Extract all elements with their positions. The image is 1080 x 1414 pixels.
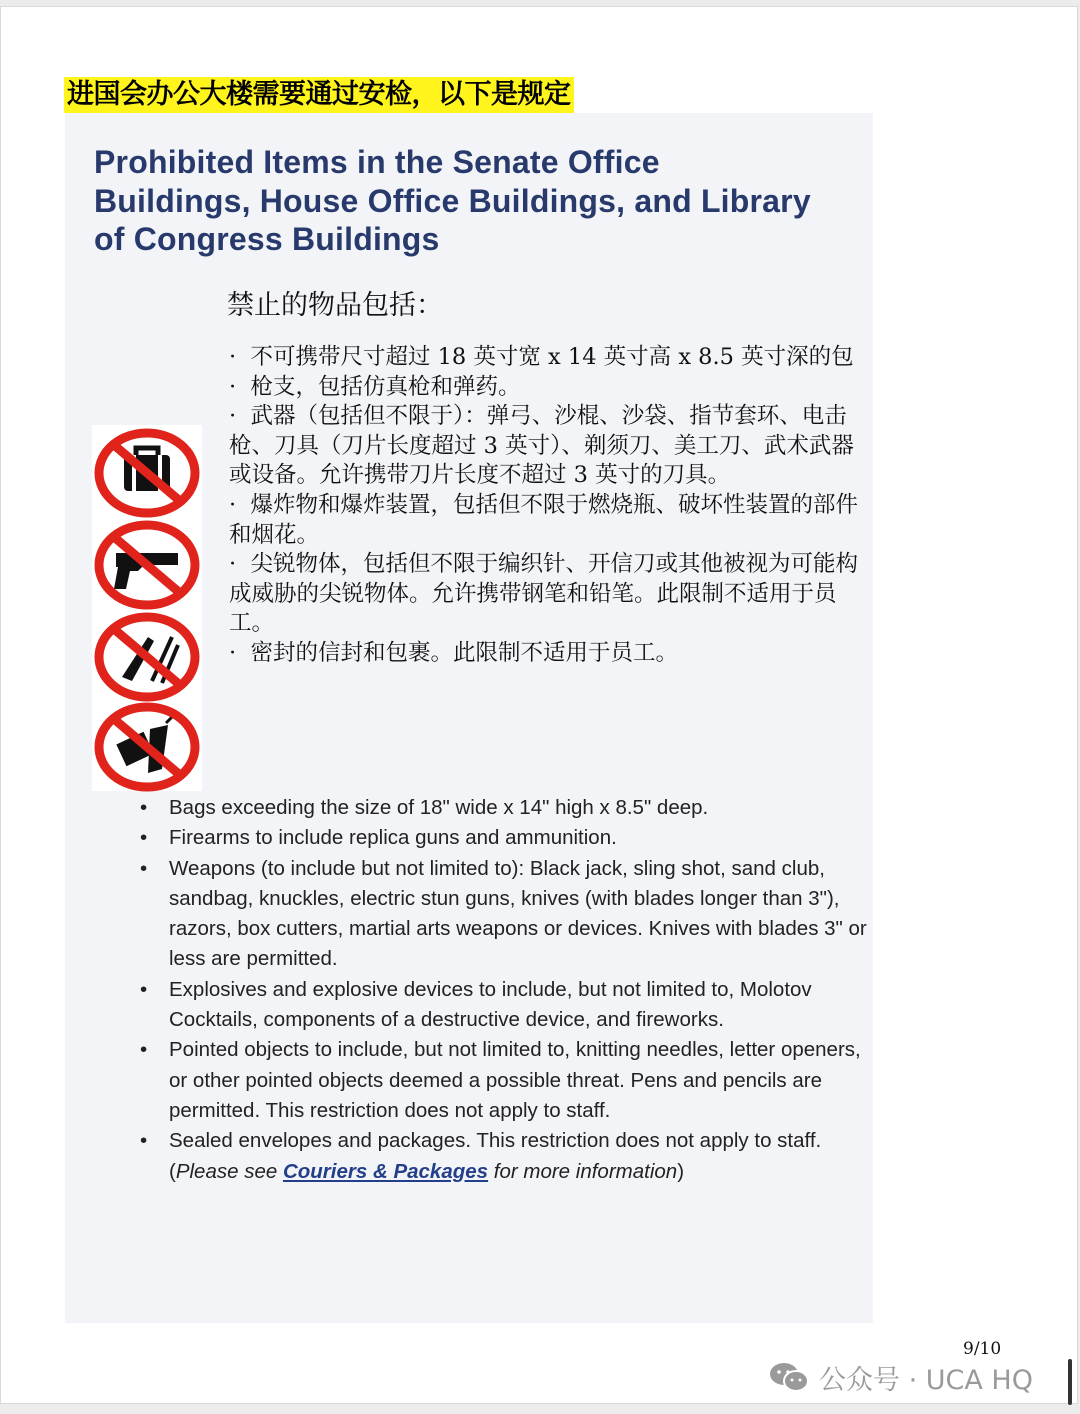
en-list-item: • Firearms to include replica guns and ammunition.: [169, 823, 869, 853]
no-guns-icon: [92, 519, 202, 611]
note-close: ): [677, 1159, 685, 1183]
en-list-item: • Weapons (to include but not limited to): Black jack, sling shot, sand club, sandbag, knuckles, electric stun guns, knives (with blades longer than 3"), razors, box cutters, martial arts weapons or devices. Knives with blades 3" or less are permitted.: [169, 854, 869, 975]
wechat-icon: [769, 1360, 809, 1394]
document-page: [0, 6, 1078, 1404]
note-suffix: for more information: [488, 1159, 678, 1183]
highlighted-heading: 进国会办公大楼需要通过安检，以下是规定: [64, 77, 574, 113]
cn-subtitle: 禁止的物品包括：: [227, 290, 443, 321]
note-prefix: Please see: [175, 1159, 283, 1183]
cn-list-item: · 武器（包括但不限于）：弹弓、沙棍、沙袋、指节套环、电击枪、刀具（刀片长度超过 3 英寸）、剃须刀、美工刀、武术武器或设备。允许携带刀片长度不超过 3 英寸的刀具。: [229, 402, 869, 491]
document-title: Prohibited Items in the Senate Office Buildings, House Office Buildings, and Library of Congress Buildings: [94, 144, 811, 257]
scrollbar[interactable]: [1068, 1359, 1072, 1405]
no-bags-icon: [92, 427, 202, 519]
en-list-item: • Bags exceeding the size of 18" wide x 14" high x 8.5" deep.: [169, 793, 869, 823]
en-prohibited-list: [131, 793, 869, 1187]
prohibited-icons: [92, 425, 202, 791]
cn-list-item: · 枪支，包括仿真枪和弹药。: [229, 373, 869, 403]
cn-list-item: · 爆炸物和爆炸装置，包括但不限于燃烧瓶、破坏性装置的部件和烟花。: [229, 491, 869, 550]
cn-list-item: · 密封的信封和包裹。此限制不适用于员工。: [229, 639, 869, 669]
no-explosives-icon: [92, 701, 202, 793]
cn-list-item: · 尖锐物体，包括但不限于编织针、开信刀或其他被视为可能构成威胁的尖锐物体。允许携带钢笔和铅笔。此限制不适用于员工。: [229, 550, 869, 639]
sealed-text: Sealed envelopes and packages. This restriction does not apply to staff. (: [169, 1129, 822, 1183]
no-knives-icon: [92, 611, 202, 703]
cn-list-item: · 不可携带尺寸超过 18 英寸宽 x 14 英寸高 x 8.5 英寸深的包: [229, 343, 869, 373]
watermark-text: 公众号 · UCA HQ: [819, 1364, 1033, 1396]
cn-prohibited-list: [229, 343, 869, 669]
en-list-item: • Pointed objects to include, but not limited to, knitting needles, letter openers, or other pointed objects deemed a possible threat. Pens and pencils are permitted. This restriction does not apply to staff.: [169, 1035, 869, 1126]
watermark: [769, 1359, 1033, 1395]
page-number: 9/10: [963, 1339, 1002, 1359]
couriers-packages-link[interactable]: Couriers & Packages: [282, 1159, 489, 1183]
en-list-item-sealed: [169, 1126, 869, 1187]
en-list-item: • Explosives and explosive devices to include, but not limited to, Molotov Cocktails, components of a destructive device, and fireworks.: [169, 975, 869, 1036]
